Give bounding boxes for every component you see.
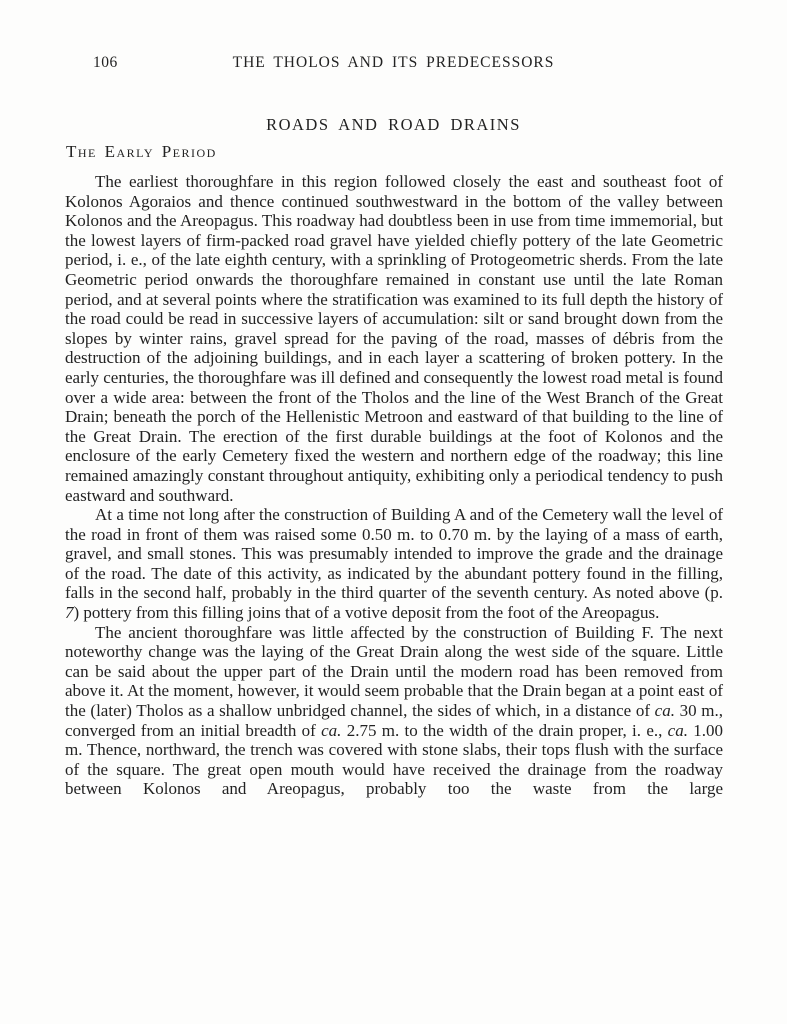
subsection-heading: The Early Period <box>66 142 217 161</box>
paragraph-1: The earliest thoroughfare in this region followed closely the east and southeast foot of Kolonos Agoraios and thence continued southwestward in the bottom of the valley between Kolonos and the Areopagus. This roadway had doubtless been in use from time immemorial, but the lowest layers of firm-packed road gravel have yielded chiefly pottery of the late Geometric period, i. e., of the late eighth century, with a sprinkling of Protogeometric sherds. From the late Geometric period onwards the thoroughfare remained in constant use until the late Roman period, and at several points where the stratification was examined to its full depth the history of the road could be read in successive layers of accumulation: silt or sand brought down from the slopes by winter rains, gravel spread for the paving of the road, masses of débris from the destruction of the adjoining buildings, and in each layer a scattering of broken pottery. In the early centuries, the thoroughfare was ill defined and consequently the lowest road metal is found over a wide area: between the front of the Tholos and the line of the West Branch of the Great Drain; beneath the porch of the Hellenistic Metroon and eastward of that building to the line of the Great Drain. The erection of the first durable buildings at the foot of Kolonos and the enclosure of the early Cemetery fixed the western and northern edge of the roadway; this line remained amazingly constant throughout antiquity, exhibiting only a periodical tendency to push eastward and southward. <box>65 172 723 505</box>
paragraph-3: The ancient thoroughfare was little affected by the construction of Building F. The next noteworthy change was the laying of the Great Drain along the west side of the square. Little can be said about the upper part of the Drain until the modern road has been removed from above it. At the moment, however, it would seem probable that the Drain began at a point east of the (later) Tholos as a shallow unbridged channel, the sides of which, in a distance of ca. 30 m., converged from an initial breadth of ca. 2.75 m. to the width of the drain proper, i. e., ca. 1.00 m. Thence, northward, the trench was covered with stone slabs, their tops flush with the surface of the square. The great open mouth would have received the drainage from the roadway between Kolonos and Areopagus, probably too the waste from the large <box>65 622 723 799</box>
section-title: ROADS AND ROAD DRAINS <box>266 115 521 134</box>
body-text <box>65 172 723 799</box>
paragraph-2: At a time not long after the construction of Building A and of the Cemetery wall the level of the road in front of them was raised some 0.50 m. to 0.70 m. by the laying of a mass of earth, gravel, and small stones. This was presumably intended to improve the grade and the drainage of the road. The date of this activity, as indicated by the abundant pottery found in the filling, falls in the second half, probably in the third quarter of the seventh century. As noted above (p. 7) pottery from this filling joins that of a votive deposit from the foot of the Areopagus. <box>65 505 723 623</box>
running-header: THE THOLOS AND ITS PREDECESSORS <box>232 54 555 71</box>
page-number: 106 <box>93 54 118 71</box>
